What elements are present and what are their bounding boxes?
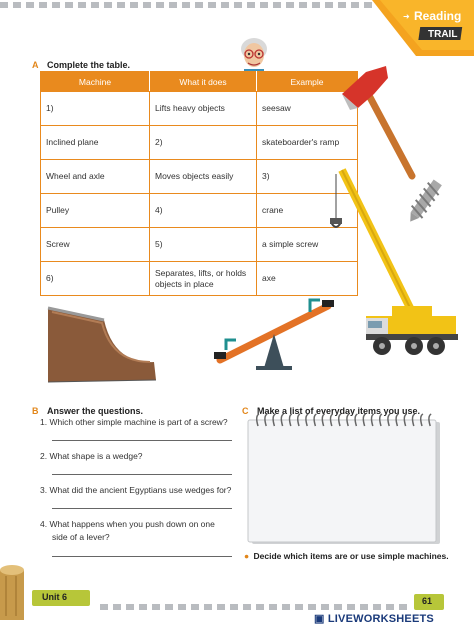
answer-line-2[interactable] xyxy=(52,474,232,475)
table-cell: Separates, lifts, or holds objects in place xyxy=(150,262,257,296)
table-cell[interactable]: 3) xyxy=(257,160,358,194)
col-header-example: Example xyxy=(257,72,358,92)
table-cell: Moves objects easily xyxy=(150,160,257,194)
table-cell: a simple screw xyxy=(257,228,358,262)
section-b-letter: B xyxy=(32,406,39,416)
question-4: 4. What happens when you push down on one xyxy=(40,519,215,529)
section-b-title: Answer the questions. xyxy=(46,406,143,416)
bullet-icon: ● xyxy=(244,551,250,561)
col-header-what-it-does: What it does xyxy=(150,72,257,92)
notepad-writing-area[interactable] xyxy=(252,430,432,538)
table-cell: Lifts heavy objects xyxy=(150,92,257,126)
page-number: 61 xyxy=(422,596,433,606)
table-cell: seesaw xyxy=(257,92,358,126)
question-1: 1. Which other simple machine is part of a screw? xyxy=(40,417,228,427)
section-c-instruction xyxy=(244,551,449,561)
trail-title: Reading xyxy=(414,9,462,23)
answer-line-4[interactable] xyxy=(52,556,232,557)
crane-truck-image xyxy=(322,166,462,364)
question-2: 2. What shape is a wedge? xyxy=(40,451,143,461)
section-c-letter: C xyxy=(242,406,249,416)
axe-image xyxy=(336,64,426,182)
table-cell[interactable]: 5) xyxy=(150,228,257,262)
seesaw-image xyxy=(210,290,340,376)
section-a-title: Complete the table. xyxy=(46,60,130,70)
top-border xyxy=(0,2,372,8)
table-cell: Screw xyxy=(41,228,150,262)
table-row xyxy=(41,126,358,160)
tree-stump-icon xyxy=(0,562,30,622)
unit-badge xyxy=(32,590,90,606)
table-cell[interactable]: 6) xyxy=(41,262,150,296)
col-header-machine: Machine xyxy=(41,72,150,92)
table-cell[interactable]: 1) xyxy=(41,92,150,126)
table-row xyxy=(41,194,358,228)
watermark-text: LIVEWORKSHEETS xyxy=(327,613,434,625)
trail-arrow-icon: ➜ xyxy=(403,12,410,21)
table-cell: crane xyxy=(257,194,358,228)
reading-trail-tab xyxy=(372,0,474,56)
table-cell[interactable]: 2) xyxy=(150,126,257,160)
section-a-letter: A xyxy=(32,60,39,70)
question-3: 3. What did the ancient Egyptians use wedges for? xyxy=(40,485,232,495)
unit-label: Unit 6 xyxy=(42,592,68,602)
page-number-badge xyxy=(414,594,444,610)
trail-subtitle: TRAIL xyxy=(428,29,458,40)
table-cell: skateboarder's ramp xyxy=(257,126,358,160)
question-4-continued: side of a lever? xyxy=(52,532,110,542)
section-c-title: Make a list of everyday items you use. xyxy=(256,406,421,416)
table-cell: Wheel and axle xyxy=(41,160,150,194)
table-cell[interactable]: 4) xyxy=(150,194,257,228)
machines-table xyxy=(40,71,358,296)
answer-line-3[interactable] xyxy=(52,508,232,509)
table-cell: Inclined plane xyxy=(41,126,150,160)
table-cell: Pulley xyxy=(41,194,150,228)
table-row xyxy=(41,92,358,126)
watermark xyxy=(314,612,434,625)
footer-border xyxy=(100,604,408,610)
table-cell: axe xyxy=(257,262,358,296)
answer-line-1[interactable] xyxy=(52,440,232,441)
table-row xyxy=(41,228,358,262)
section-c-bullet-text: Decide which items are or use simple machines. xyxy=(253,551,449,561)
table-row xyxy=(41,160,358,194)
liveworksheets-logo-icon: ▣ xyxy=(314,613,325,625)
ramp-image xyxy=(44,304,160,384)
